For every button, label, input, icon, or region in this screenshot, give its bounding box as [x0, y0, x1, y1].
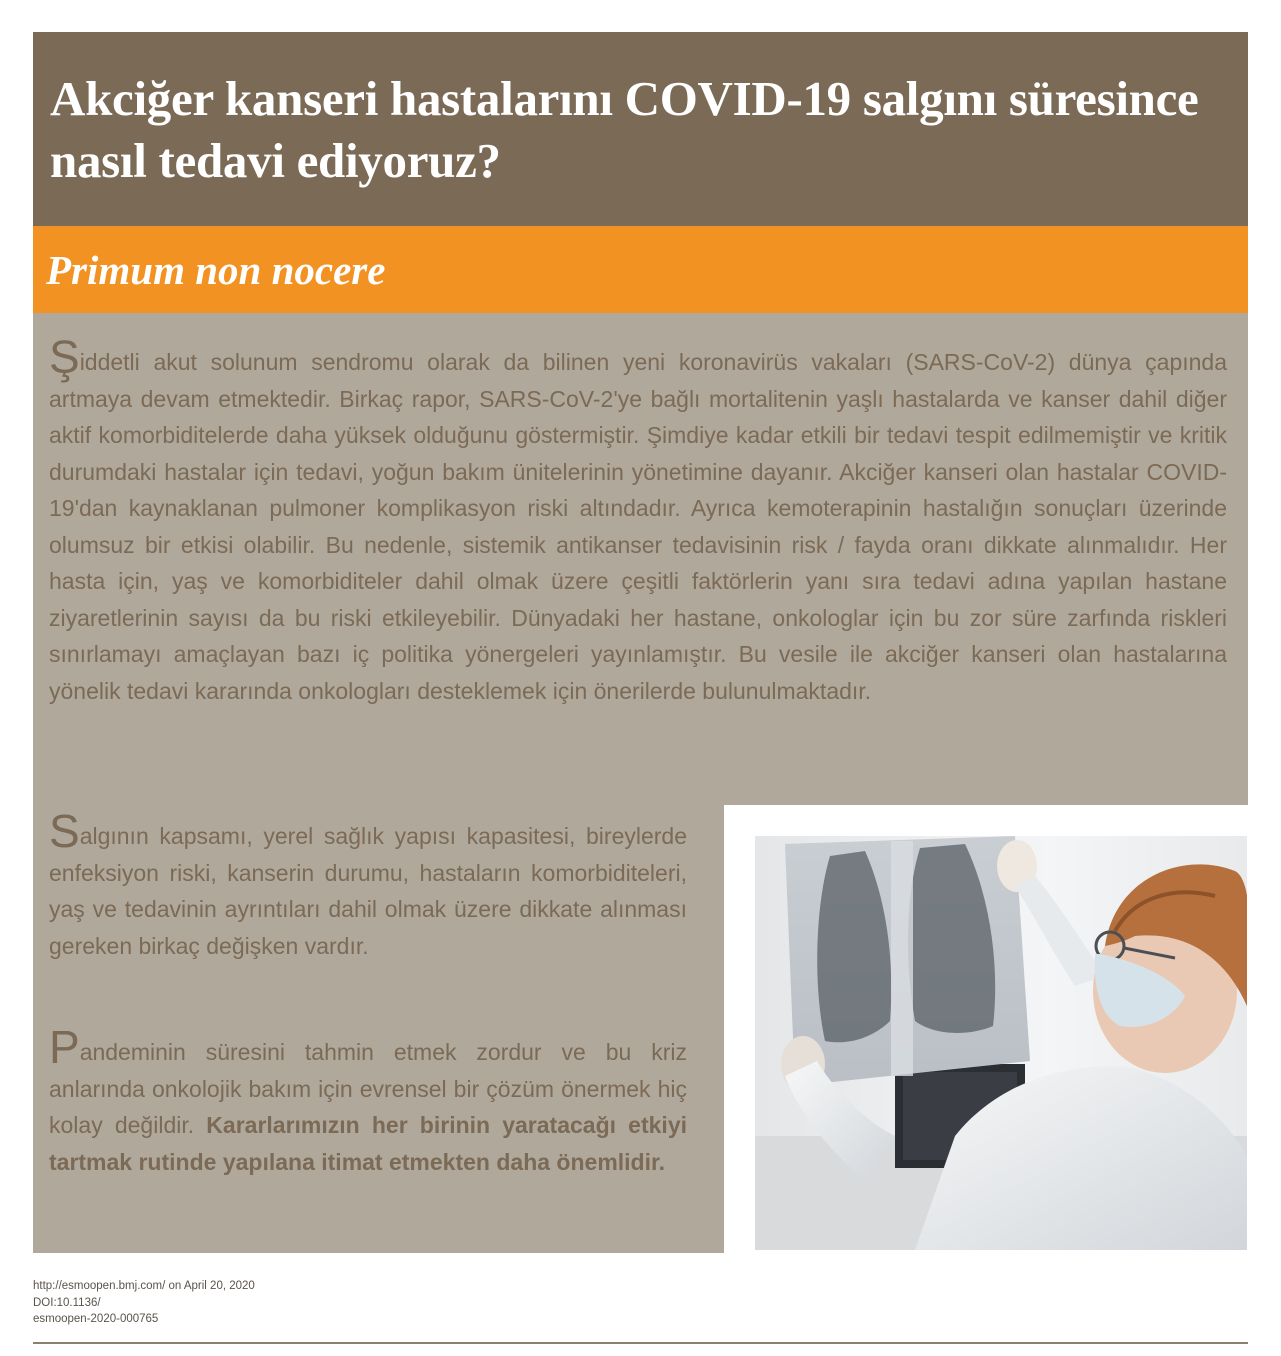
footer	[33, 1278, 255, 1328]
dropcap: S	[49, 805, 80, 857]
page-title: Akciğer kanseri hastalarını COVID-19 salgını süresince nasıl tedavi ediyoruz?	[50, 71, 1199, 188]
paragraph-emphasis: Kararlarımızın her birinin yaratacağı etkiyi tartmak rutinde yapılana itimat etmekten daha önemlidir.	[49, 1112, 688, 1175]
dropcap: Ş	[49, 331, 80, 383]
footer-divider	[33, 1342, 1248, 1344]
paragraph-text: andeminin süresini tahmin etmek zordur ve bu kriz anlarında onkolojik bakım için evrensel bir çözüm önermek hiç kolay değildir.	[49, 1039, 687, 1138]
paragraph-variables	[49, 805, 687, 964]
footer-article-id: esmoopen-2020-000765	[33, 1313, 159, 1325]
footer-doi: DOI:10.1136/	[33, 1296, 101, 1309]
paragraph-intro	[49, 331, 1227, 709]
subtitle-banner	[33, 226, 1248, 313]
footer-url: http://esmoopen.bmj.com/ on April 20, 2020	[33, 1280, 255, 1292]
page-subtitle: Primum non nocere	[46, 247, 386, 293]
paragraph-conclusion	[49, 1021, 688, 1180]
xray-doctor-photo	[755, 836, 1247, 1250]
paragraph-text: iddetli akut solunum sendromu olarak da bilinen yeni koronavirüs vakaları (SARS-CoV-2) dünya çapında artmaya devam etmektedir. Birkaç rapor, SARS-CoV-2'ye bağlı mortalitenin yaşlı hastalarda ve kanser dahil diğer aktif komorbiditelerde daha yüksek olduğunu göstermiştir. Şimdiye kadar etkili bir tedavi tespit edilmemiştir ve kritik durumdaki hastalar için tedavi, yoğun bakım ünitelerinin yönetimine dayanır. Akciğer kanseri olan hastalar COVID-19'dan kaynaklanan pulmoner komplikasyon riski altındadır. Ayrıca kemoterapinin hastalığın sonuçları üzerinde olumsuz bir etkisi olabilir. Bu nedenle, sistemik antikanser tedavisinin risk / fayda oranı dikkate alınmalıdır. Her hasta için, yaş ve komorbiditeler dahil olmak üzere çeşitli faktörlerin yanı sıra tedavi adına yapılan hastane ziyaretlerinin sayısı da bu riski etkileyebilir. Dünyadaki her hastane, onkologlar için bu zor süre zarfında riskleri sınırlamayı amaçlayan bazı iç politika yönergeleri yayınlamıştır. Bu vesile ile akciğer kanseri olan hastalarına yönelik tedavi kararında onkologları desteklemek için önerilerde bulunulmaktadır.	[49, 349, 1227, 704]
paragraph-text: algının kapsamı, yerel sağlık yapısı kapasitesi, bireylerde enfeksiyon riski, kanserin durumu, hastaların komorbiditeleri, yaş ve tedavinin ayrıntıları dahil olmak üzere dikkate alınması gereken birkaç değişken vardır.	[49, 823, 687, 959]
dropcap: P	[49, 1021, 80, 1073]
title-banner	[33, 32, 1248, 226]
